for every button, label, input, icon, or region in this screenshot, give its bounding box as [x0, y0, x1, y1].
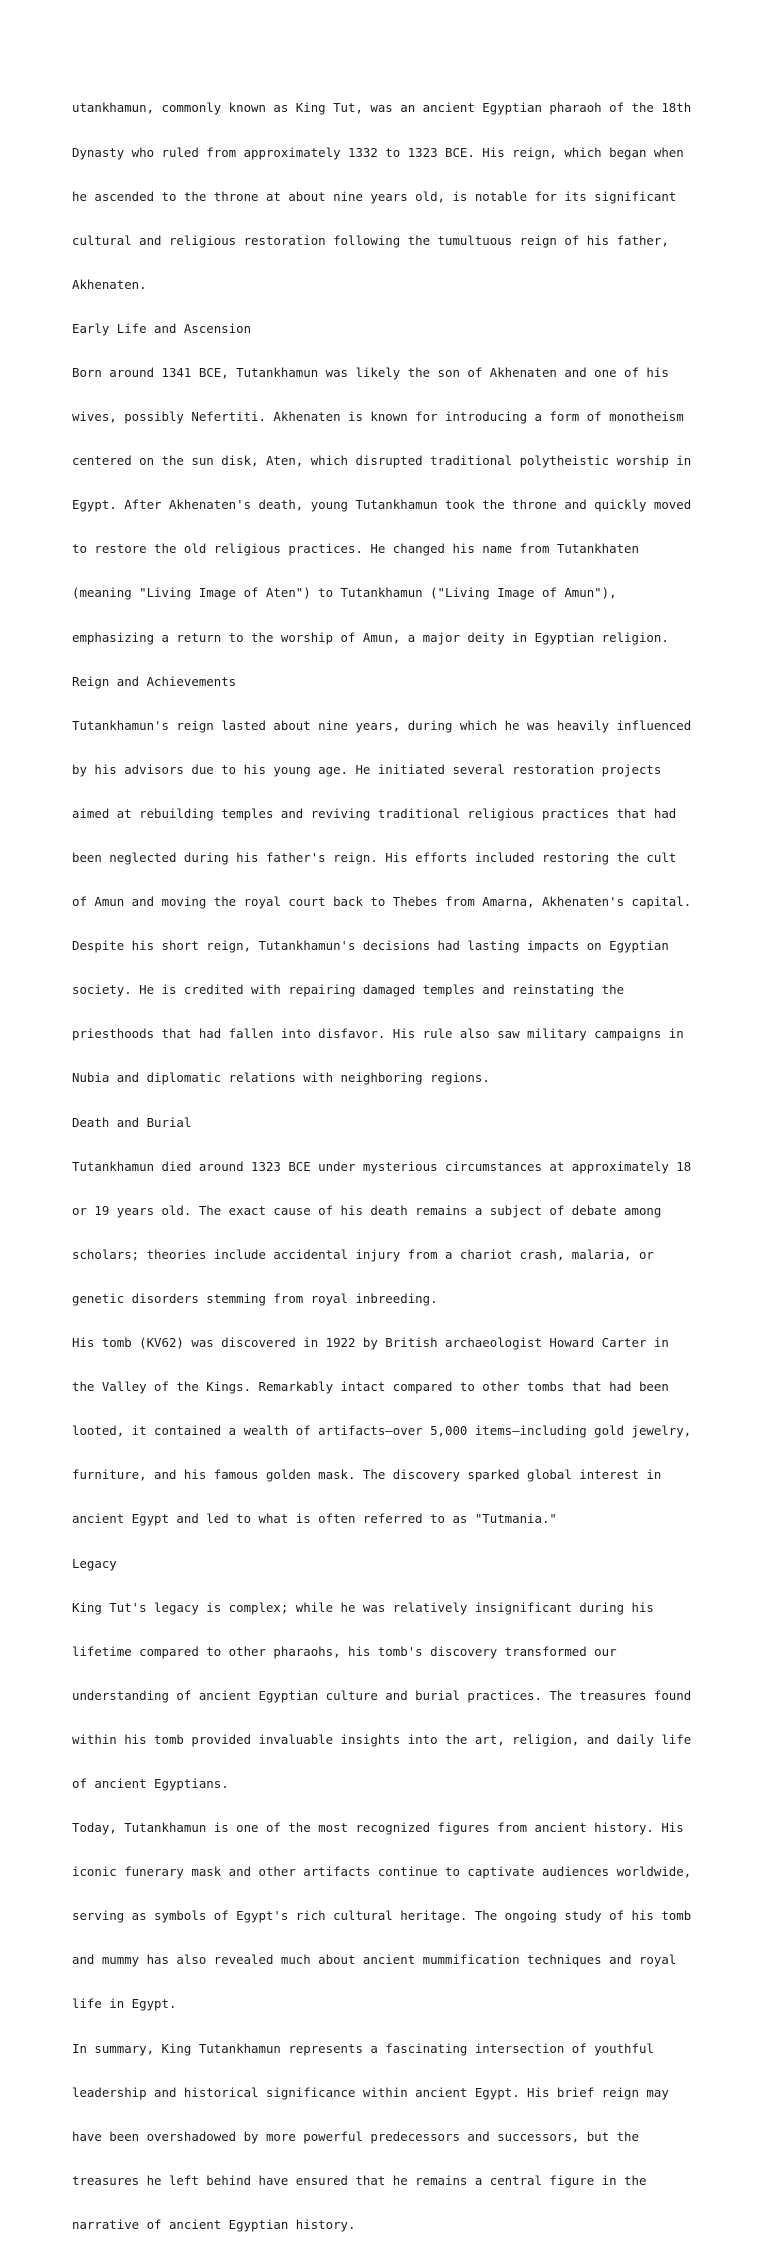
today-line: life in Egypt. — [72, 1996, 177, 2012]
early-life-line: Born around 1341 BCE, Tutankhamun was likely the son of Akhenaten and one of his — [72, 364, 669, 380]
summary-line: leadership and historical significance within ancient Egypt. His brief reign may — [72, 2084, 669, 2100]
reign-line: Nubia and diplomatic relations with neighboring regions. — [72, 1070, 490, 1086]
summary-line: have been overshadowed by more powerful predecessors and successors, but the — [72, 2128, 639, 2144]
intro-line: Dynasty who ruled from approximately 1332 to 1323 BCE. His reign, which began when — [72, 144, 684, 160]
section-heading-legacy: Legacy — [72, 1555, 117, 1571]
section-heading-early-life: Early Life and Ascension — [72, 320, 252, 336]
intro-line: Akhenaten. — [72, 276, 147, 292]
section-heading-reign: Reign and Achievements — [72, 673, 237, 689]
intro-line: he ascended to the throne at about nine years old, is notable for its significant — [72, 188, 677, 204]
death-line: Tutankhamun died around 1323 BCE under mysterious circumstances at approximately 18 — [72, 1158, 692, 1174]
reign-line: by his advisors due to his young age. He initiated several restoration projects — [72, 761, 662, 777]
reign-line: Despite his short reign, Tutankhamun's decisions had lasting impacts on Egyptian — [72, 938, 669, 954]
today-line: Today, Tutankhamun is one of the most recognized figures from ancient history. His — [72, 1820, 684, 1836]
intro-line: utankhamun, commonly known as King Tut, was an ancient Egyptian pharaoh of the 18th — [72, 100, 692, 116]
death-line: scholars; theories include accidental injury from a chariot crash, malaria, or — [72, 1246, 654, 1262]
tomb-line: looted, it contained a wealth of artifacts—over 5,000 items—including gold jewelry, — [72, 1423, 692, 1439]
legacy-line: lifetime compared to other pharaohs, his tomb's discovery transformed our — [72, 1643, 617, 1659]
tomb-line: the Valley of the Kings. Remarkably intact compared to other tombs that had been — [72, 1379, 669, 1395]
legacy-line: of ancient Egyptians. — [72, 1775, 229, 1791]
today-line: iconic funerary mask and other artifacts continue to captivate audiences worldwide, — [72, 1864, 692, 1880]
early-life-line: Egypt. After Akhenaten's death, young Tutankhamun took the throne and quickly moved — [72, 497, 692, 513]
today-line: serving as symbols of Egypt's rich cultural heritage. The ongoing study of his tomb — [72, 1908, 692, 1924]
reign-line: Tutankhamun's reign lasted about nine years, during which he was heavily influenced — [72, 717, 692, 733]
tomb-line: ancient Egypt and led to what is often referred to as "Tutmania." — [72, 1511, 557, 1527]
early-life-line: emphasizing a return to the worship of Amun, a major deity in Egyptian religion. — [72, 629, 669, 645]
early-life-line: centered on the sun disk, Aten, which disrupted traditional polytheistic worship in — [72, 453, 692, 469]
document-body — [72, 72, 712, 2247]
death-line: or 19 years old. The exact cause of his death remains a subject of debate among — [72, 1202, 662, 1218]
reign-line: of Amun and moving the royal court back to Thebes from Amarna, Akhenaten's capital. — [72, 894, 692, 910]
reign-line: aimed at rebuilding temples and reviving traditional religious practices that had — [72, 805, 677, 821]
legacy-line: within his tomb provided invaluable insights into the art, religion, and daily life — [72, 1731, 692, 1747]
tomb-line: His tomb (KV62) was discovered in 1922 by British archaeologist Howard Carter in — [72, 1335, 669, 1351]
summary-line: narrative of ancient Egyptian history. — [72, 2216, 356, 2232]
death-line: genetic disorders stemming from royal inbreeding. — [72, 1290, 438, 1306]
legacy-line: understanding of ancient Egyptian culture and burial practices. The treasures found — [72, 1687, 692, 1703]
tomb-line: furniture, and his famous golden mask. The discovery sparked global interest in — [72, 1467, 662, 1483]
today-line: and mummy has also revealed much about ancient mummification techniques and royal — [72, 1952, 677, 1968]
summary-line: In summary, King Tutankhamun represents a fascinating intersection of youthful — [72, 2040, 654, 2056]
legacy-line: King Tut's legacy is complex; while he was relatively insignificant during his — [72, 1599, 654, 1615]
reign-line: been neglected during his father's reign. His efforts included restoring the cult — [72, 850, 677, 865]
summary-line: treasures he left behind have ensured that he remains a central figure in the — [72, 2172, 647, 2188]
early-life-line: wives, possibly Nefertiti. Akhenaten is known for introducing a form of monotheism — [72, 409, 684, 425]
intro-line: cultural and religious restoration following the tumultuous reign of his father, — [72, 232, 669, 248]
early-life-line: (meaning "Living Image of Aten") to Tutankhamun ("Living Image of Amun"), — [72, 585, 617, 601]
reign-line: priesthoods that had fallen into disfavor. His rule also saw military campaigns in — [72, 1026, 684, 1042]
section-heading-death: Death and Burial — [72, 1114, 192, 1130]
early-life-line: to restore the old religious practices. He changed his name from Tutankhaten — [72, 541, 639, 557]
reign-line: society. He is credited with repairing damaged temples and reinstating the — [72, 982, 625, 998]
